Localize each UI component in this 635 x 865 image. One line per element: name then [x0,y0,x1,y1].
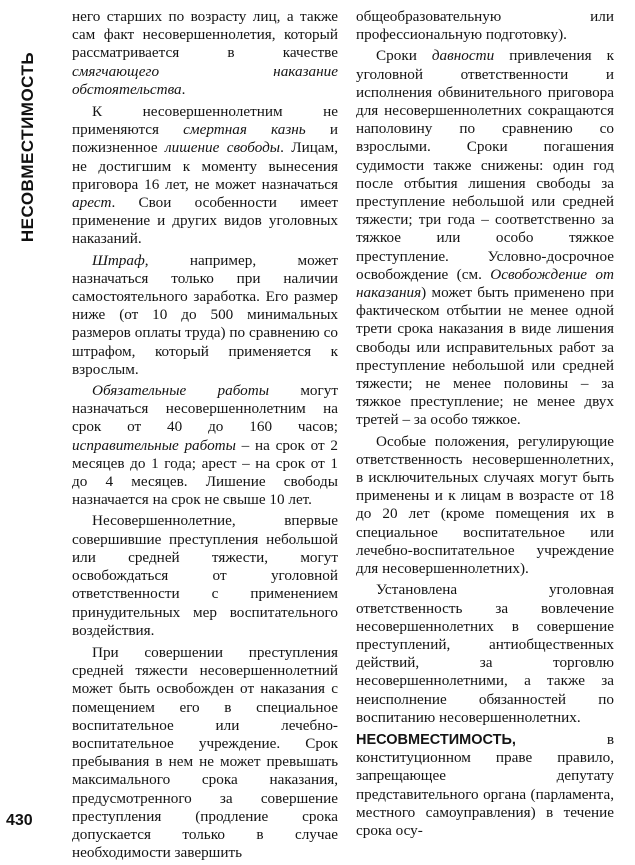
right-paragraph-3: Установлена уголовная ответственность за вовлечение несовершеннолетних в совершение преступлений, антиобщественных действий, за торговлю несовершеннолетними, а также за неисполнение обязанностей по воспитанию несовершеннолетних. [356,581,614,726]
dictionary-entry [356,731,614,840]
left-paragraph-6: При совершении преступления средней тяжести несовершеннолетний может быть освобожден от наказания с помещением его в специальное воспитательное или лечебно-воспитательное учреждение. Срок пребывания в нем не может превышать максимального срока наказания, предусмотренного за совершение преступления (продление срока допускается только в случае необходимости завершить [72,643,338,862]
left-paragraph-3: Штраф, например, может назначаться только при наличии самостоятельного заработка. Его размер ниже (от 10 до 500 минимальных размеров оплаты труда) по сравнению со штрафом, который применяется к взрослым. [72,251,338,378]
page-number: 430 [6,812,33,829]
entry-headword: НЕСОВМЕСТИМОСТЬ, [356,731,516,748]
running-head-text: НЕСОВМЕСТИМОСТЬ [18,51,37,243]
left-paragraph-5: Несовершеннолетние, впервые совершившие преступления небольшой или средней тяжести, могут освобождаться от уголовной ответственности с применением принудительных мер воспитательного воздействия. [72,512,338,639]
left-paragraph-4: Обязательные работы могут назначаться несовершеннолетним на срок от 40 до 160 часов; исправительные работы – на срок от 2 месяцев до 1 года; арест – на срок от 1 до 4 месяцев. Лишение свободы назначается на срок не свыше 10 лет. [72,382,338,509]
running-head [14,32,42,262]
left-paragraph-1: него старших по возрасту лиц, а также сам факт несовершеннолетия, который рассматривается в качестве смягчающего наказание обстоятельства. [72,8,338,98]
right-continuation: общеобразовательную или профессиональную подготовку). [356,8,614,44]
left-column [72,8,338,865]
right-column [356,8,614,843]
entry-text: в конституционном праве правило, запрещающее депутату представительного органа (парламента, местного самоуправления) в течение срока осу- [356,730,614,839]
right-paragraph-1: Сроки давности привлечения к уголовной ответственности и исполнения обвинительного приговора для несовершеннолетних сокращаются наполовину по сравнению со взрослыми. Сроки погашения судимости также снижены: один год после отбытия лишения свободы за преступление небольшой или средней тяжести; три года – соответственно за тяжкое или особо тяжкое преступление. Условно-досрочное освобождение (см. Освобождение от наказания) может быть применено при фактическом отбытии не менее одной трети срока наказания в виде лишения свободы или исправительных работ за преступление небольшой или средней тяжести; не менее половины – за тяжкое преступление; не менее двух третей – за особо тяжкое. [356,47,614,429]
right-paragraph-2: Особые положения, регулирующие ответственность несовершеннолетних, в исключительных случаях могут быть применены и к лицам в возрасте от 18 до 20 лет (кроме помещения их в специальное воспитательное или лечебно-воспитательное учреждение для несовершеннолетних). [356,432,614,578]
left-paragraph-2: К несовершеннолетним не применяются смертная казнь и пожизненное лишение свободы. Лицам, не достигшим к моменту вынесения приговора 16 лет, не может назначаться арест. Свои особенности имеет применение и других видов уголовных наказаний. [72,103,338,248]
